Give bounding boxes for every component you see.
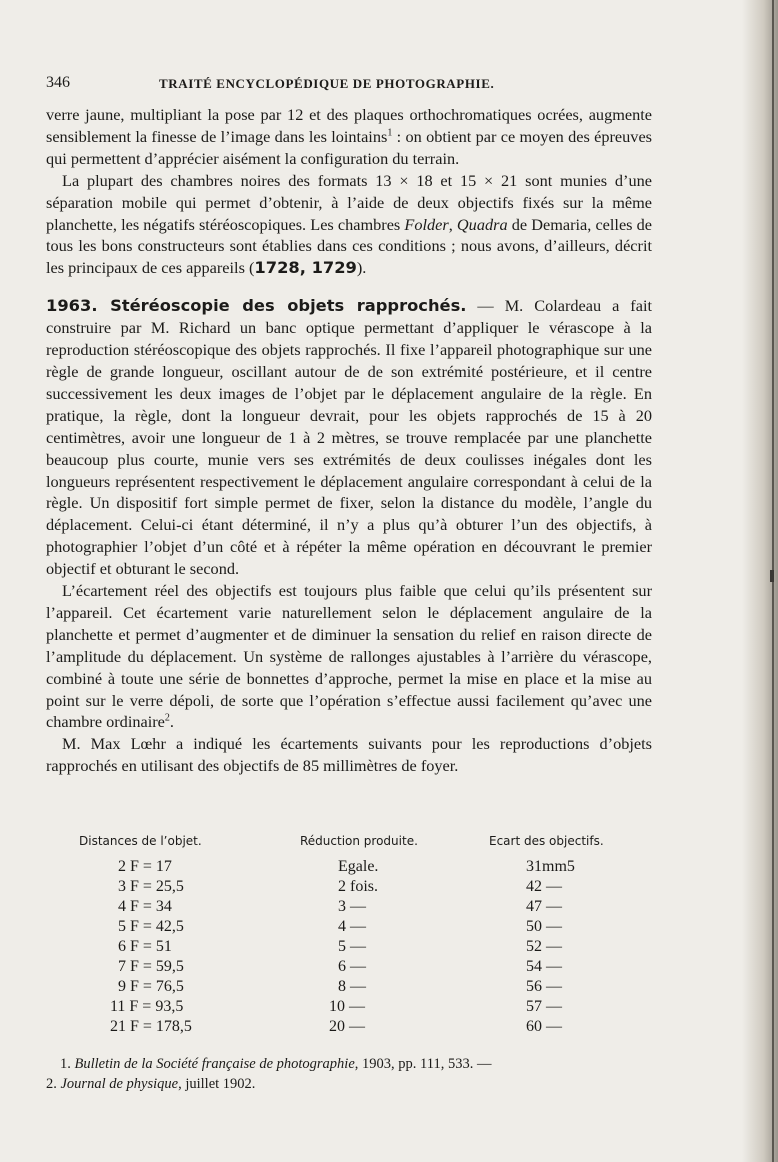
section-title: . Stéréoscopie des objets rapprochés. — [91, 296, 467, 316]
paragraph-2: La plupart des chambres noires des formats 13 × 18 et 15 × 21 sont munies d’une séparation mobile qui permet d’obtenir, à l’aide de deux objectifs fixés sur la même planchette, les négatifs stéréoscopiques. Les chambres Folder, Quadra de Demaria, celles de tous les bons constructeurs sont établies dans ces conditions ; nous avons, d’ailleurs, décrit les principaux de ces appareils (1728, 1729). — [46, 170, 653, 278]
paragraph-3: 1963. Stéréoscopie des objets rapprochés. — M. Colardeau a fait construire par M. Richard un banc optique permettant d’appliquer le vérascope à la reproduction stéréoscopique des objets rapprochés. Il fixe l’appareil photographique sur une règle de grande longueur, oscillant autour de de son extrémité postérieure, et il centre successivement les deux images de l’objet par le déplacement angulaire de la règle. En pratique, la règle, dont la longueur devrait, pour les objets rapprochés de 15 à 20 centimètres, avoir une longueur de 1 à 2 mètres, se trouve remplacée par une planchette beaucoup plus courte, munie vers ses extrémités de deux coulisses inégales dont les longueurs représentent respectivement le déplacement angulaire correspondant à celui de la règle. Un dispositif fort simple permet de fixer, selon la distance du modèle, l’angle du déplacement. Celui-ci étant déterminé, il n’y a plus qu’à obturer l’un des objectifs, à photographier l’objet d’un côté et à répéter la même opération en découvrant le premier objectif et obturant le second. — [46, 296, 652, 579]
section-number: 1963 — [46, 296, 92, 316]
quadra-name: Quadra — [456, 214, 508, 234]
page-header — [46, 74, 652, 94]
folder-name: Folder — [404, 214, 449, 234]
table-row: 7 F = 59,5 6 — 54 — — [118, 958, 562, 975]
table-row: 3 F = 25,5 2 fois. 42 — — [118, 878, 562, 895]
table-row: 11 F = 93,5 10 — 57 — — [110, 998, 562, 1015]
paragraph-1: verre jaune, multipliant la pose par 12 et des plaques orthochromatiques ocrées, augmente sensiblement la finesse de l’image dans les lointains$^1$ : on obtient par ce moyen des épreuves qui permettent d’apprécier aisément la configuration du terrain. — [46, 105, 653, 168]
table-row: 5 F = 42,5 4 — 50 — — [118, 918, 562, 935]
footnote-1: 1. Bulletin de la Société française de photographie, 1903, pp. 111, 533. — — [60, 1056, 492, 1072]
table-header — [46, 834, 652, 858]
lens-spacing-table — [46, 834, 652, 1038]
header-spacing: Ecart des objectifs. — [489, 834, 604, 848]
cross-references[interactable]: 1728, 1729 — [254, 258, 357, 278]
table-row: 9 F = 76,5 8 — 56 — — [118, 978, 562, 995]
footnote-2: 2. Journal de physique, juillet 1902. — [46, 1076, 256, 1092]
paragraph-4: L’écartement réel des objectifs est toujours plus faible que celui qu’ils présentent sur l’appareil. Cet écartement varie naturellement selon le déplacement angulaire de la planchette et permet d’augmenter et de diminuer la sensation du relief en raison directe de l’amplitude du déplacement. Un système de rallonges ajustables à l’arrière du vérascope, combiné à toute une série de bonnettes d’approche, permet la mise en place et la mise au point sur le verre dépoli, de sorte que l’opération s’effectue aussi facilement qu’avec une chambre ordinaire$^2$. — [46, 581, 652, 732]
body-text — [46, 104, 652, 777]
running-title: TRAITÉ ENCYCLOPÉDIQUE DE PHOTOGRAPHIE. — [159, 76, 495, 91]
table-row: 2 F = 17 Egale. 31mm5 — [118, 858, 575, 875]
table-row: 4 F = 34 3 — 47 — — [118, 898, 562, 915]
table-row: 6 F = 51 5 — 52 — — [118, 938, 562, 955]
page-number: 346 — [46, 74, 70, 91]
header-reduction: Réduction produite. — [300, 834, 418, 848]
header-distance: Distances de l’objet. — [79, 834, 202, 848]
paragraph-5: M. Max Lœhr a indiqué les écartements suivants pour les reproductions d’objets rapprochés en utilisant des objectifs de 85 millimètres de foyer. — [46, 734, 652, 776]
table-row: 21 F = 178,5 20 — 60 — — [110, 1018, 562, 1035]
edge-mark — [770, 570, 774, 582]
footnote-ref-1[interactable]: 1 — [387, 127, 393, 139]
footnote-ref-2[interactable]: 2 — [164, 713, 170, 725]
footnotes — [46, 1054, 652, 1094]
